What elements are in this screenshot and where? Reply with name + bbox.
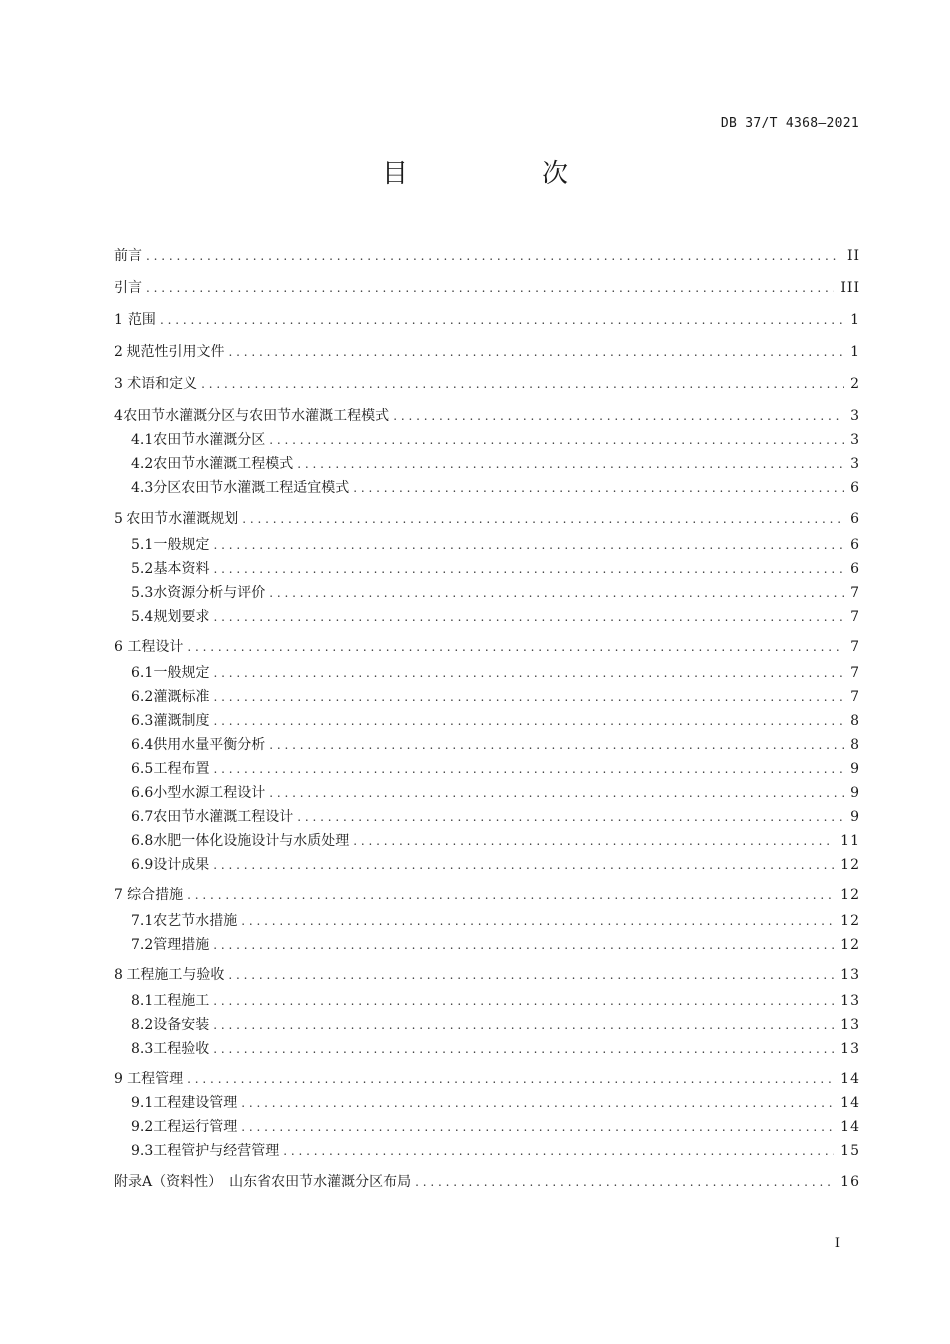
toc-entry-page: 14 <box>840 1071 860 1087</box>
toc-entry-number: 8 <box>114 967 123 983</box>
toc-dot-leader <box>201 374 844 394</box>
toc-entry-label: 灌溉标准 <box>153 689 210 705</box>
page-title: 目 次 <box>381 159 622 189</box>
toc-entry-label: 术语和定义 <box>127 376 198 392</box>
toc-entry-number: 8.3 <box>131 1041 154 1057</box>
toc-subentry[interactable] <box>131 535 860 555</box>
toc-entry-label: 一般规定 <box>153 537 210 553</box>
toc-entry-page: 3 <box>850 408 860 424</box>
toc-entry-label: 小型水源工程设计 <box>153 785 266 801</box>
toc-entry-label: 一般规定 <box>153 665 210 681</box>
toc-dot-leader <box>213 1039 834 1059</box>
toc-entry-label: 工程建设管理 <box>153 1095 238 1111</box>
toc-entry-label: 工程管理 <box>127 1071 184 1087</box>
toc-entry-number: 6.7 <box>131 809 154 825</box>
toc-dot-leader <box>213 759 844 779</box>
toc-entry-number: 4 <box>114 408 123 424</box>
page-number: I <box>834 1236 840 1251</box>
toc-entry-number: 6.4 <box>131 737 154 753</box>
toc-dot-leader <box>393 406 844 426</box>
toc-entry[interactable] <box>114 374 860 394</box>
toc-entry-page: 8 <box>850 713 860 729</box>
toc-entry-page: 16 <box>840 1174 860 1190</box>
toc-entry-number: 5.2 <box>131 561 154 577</box>
toc-dot-leader <box>213 559 844 579</box>
toc-entry-label: 水资源分析与评价 <box>153 585 266 601</box>
toc-dot-leader <box>213 687 844 707</box>
toc-dot-leader <box>241 1093 834 1113</box>
toc-entry-page: 6 <box>850 480 860 496</box>
toc-subentry[interactable] <box>131 1015 860 1035</box>
toc-subentry[interactable] <box>131 430 860 450</box>
toc-entry[interactable] <box>114 1069 860 1089</box>
toc-entry-label: 水肥一体化设施设计与水质处理 <box>153 833 350 849</box>
toc-entry-label: 工程布置 <box>153 761 210 777</box>
toc-entry-page: 14 <box>840 1095 860 1111</box>
toc-entry-number: 6.5 <box>131 761 154 777</box>
toc-dot-leader <box>269 783 844 803</box>
toc-subentry[interactable] <box>131 663 860 683</box>
toc-subentry[interactable] <box>131 687 860 707</box>
toc-subentry[interactable] <box>131 559 860 579</box>
toc-dot-leader <box>297 454 844 474</box>
toc-entry-number: 3 <box>114 376 123 392</box>
toc-subentry[interactable] <box>131 478 860 498</box>
toc-entry-page: 13 <box>840 1041 860 1057</box>
toc-subentry[interactable] <box>131 1039 860 1059</box>
toc-entry-page: 1 <box>850 344 860 360</box>
toc-entry[interactable] <box>114 278 860 298</box>
toc-entry-number: 7.2 <box>131 937 154 953</box>
toc-entry[interactable] <box>114 885 860 905</box>
toc-dot-leader <box>353 478 844 498</box>
toc-subentry[interactable] <box>131 831 860 851</box>
toc-entry-number: 4.1 <box>131 432 154 448</box>
toc-entry[interactable] <box>114 637 860 657</box>
toc-dot-leader <box>213 607 844 627</box>
toc-dot-leader <box>213 711 844 731</box>
toc-entry-page: 12 <box>840 857 860 873</box>
toc-entry-page: 13 <box>840 993 860 1009</box>
toc-dot-leader <box>213 991 834 1011</box>
toc-entry-number: 9.3 <box>131 1143 154 1159</box>
toc-entry-page: III <box>840 280 860 296</box>
toc-dot-leader <box>187 1069 834 1089</box>
toc-entry[interactable] <box>114 509 860 529</box>
toc-entry-label: 基本资料 <box>153 561 210 577</box>
toc-entry-number: 6.3 <box>131 713 154 729</box>
toc-subentry[interactable] <box>131 807 860 827</box>
toc-entry-page: 13 <box>840 1017 860 1033</box>
toc-subentry[interactable] <box>131 711 860 731</box>
toc-entry-label: 工程设计 <box>127 639 184 655</box>
toc-entry-page: 3 <box>850 456 860 472</box>
toc-dot-leader <box>187 637 844 657</box>
toc-entry-number: 6.1 <box>131 665 154 681</box>
toc-dot-leader <box>213 935 834 955</box>
toc-dot-leader <box>213 663 844 683</box>
toc-entry-label: 范围 <box>127 312 156 328</box>
toc-entry-page: 2 <box>850 376 860 392</box>
toc-entry-number: 6.9 <box>131 857 154 873</box>
toc-entry-label: 工程施工 <box>153 993 210 1009</box>
toc-entry-number: 2 <box>114 344 123 360</box>
toc-entry-number: 5 <box>114 511 123 527</box>
toc-entry-page: 7 <box>850 585 860 601</box>
toc-entry-label: 附录A（资料性） 山东省农田节水灌溉分区布局 <box>114 1174 412 1190</box>
toc-entry-number: 4.2 <box>131 456 154 472</box>
toc-dot-leader <box>241 911 834 931</box>
toc-dot-leader <box>297 807 844 827</box>
toc-entry-number: 9.2 <box>131 1119 154 1135</box>
toc-entry-number: 9 <box>114 1071 123 1087</box>
toc-entry-number: 6.2 <box>131 689 154 705</box>
toc-dot-leader <box>269 430 844 450</box>
toc-entry-page: 6 <box>850 561 860 577</box>
toc-entry-label: 设备安装 <box>153 1017 210 1033</box>
toc-entry[interactable] <box>114 342 860 362</box>
toc-subentry[interactable] <box>131 935 860 955</box>
toc-entry-page: 12 <box>840 887 860 903</box>
toc-entry-label: 农田节水灌溉规划 <box>126 511 239 527</box>
toc-dot-leader <box>353 831 834 851</box>
toc-entry-label: 综合措施 <box>127 887 184 903</box>
toc-entry-number: 9.1 <box>131 1095 154 1111</box>
toc-entry-page: 9 <box>850 785 860 801</box>
toc-entry-label: 分区农田节水灌溉工程适宜模式 <box>153 480 350 496</box>
toc-dot-leader <box>213 535 844 555</box>
toc-entry-number: 5.3 <box>131 585 154 601</box>
toc-subentry[interactable] <box>131 783 860 803</box>
toc-entry-page: 7 <box>850 639 860 655</box>
toc-subentry[interactable] <box>131 1141 860 1161</box>
toc-dot-leader <box>241 1117 834 1137</box>
toc-entry-label: 规范性引用文件 <box>126 344 225 360</box>
toc-entry[interactable] <box>114 310 860 330</box>
toc-dot-leader <box>187 885 834 905</box>
toc-entry-number: 6.8 <box>131 833 154 849</box>
toc-entry-label: 农田节水灌溉工程模式 <box>153 456 294 472</box>
toc-entry-page: II <box>846 248 860 264</box>
toc-entry-label: 工程验收 <box>153 1041 210 1057</box>
toc-dot-leader <box>160 310 844 330</box>
toc-entry-page: 14 <box>840 1119 860 1135</box>
standard-code: DB 37/T 4368—2021 <box>720 116 859 131</box>
toc-subentry[interactable] <box>131 454 860 474</box>
toc-subentry[interactable] <box>131 735 860 755</box>
toc-entry-label: 前言 <box>114 248 142 264</box>
toc-entry-label: 规划要求 <box>153 609 210 625</box>
toc-entry-page: 7 <box>850 689 860 705</box>
toc-entry-page: 11 <box>840 833 860 849</box>
toc-dot-leader <box>229 342 845 362</box>
toc-entry-label: 工程施工与验收 <box>126 967 225 983</box>
toc-entry-label: 管理措施 <box>153 937 210 953</box>
toc-entry-label: 农田节水灌溉工程设计 <box>153 809 294 825</box>
toc-entry-number: 7.1 <box>131 913 154 929</box>
toc-dot-leader <box>415 1172 834 1192</box>
toc-entry-label: 农艺节水措施 <box>153 913 238 929</box>
toc-dot-leader <box>283 1141 834 1161</box>
toc-entry-page: 8 <box>850 737 860 753</box>
toc-entry-number: 8.2 <box>131 1017 154 1033</box>
toc-entry-label: 灌溉制度 <box>153 713 210 729</box>
toc-entry-label: 引言 <box>114 280 142 296</box>
toc-entry-page: 7 <box>850 665 860 681</box>
toc-entry-page: 7 <box>850 609 860 625</box>
toc-entry-label: 农田节水灌溉分区 <box>153 432 266 448</box>
toc-entry-page: 3 <box>850 432 860 448</box>
toc-dot-leader <box>269 583 844 603</box>
toc-entry-number: 6.6 <box>131 785 154 801</box>
toc-entry-number: 6 <box>114 639 123 655</box>
toc-subentry[interactable] <box>131 759 860 779</box>
toc-entry[interactable] <box>114 406 860 426</box>
toc-entry-label: 供用水量平衡分析 <box>153 737 266 753</box>
toc-entry-page: 13 <box>840 967 860 983</box>
toc-entry-number: 8.1 <box>131 993 154 1009</box>
toc-dot-leader <box>213 855 834 875</box>
toc-dot-leader <box>146 278 834 298</box>
toc-entry-page: 12 <box>840 937 860 953</box>
toc-dot-leader <box>228 965 834 985</box>
toc-entry[interactable] <box>114 246 860 266</box>
toc-entry-page: 12 <box>840 913 860 929</box>
toc-entry-page: 9 <box>850 761 860 777</box>
toc-subentry[interactable] <box>131 1117 860 1137</box>
toc-entry-number: 5.4 <box>131 609 154 625</box>
toc-entry-number: 7 <box>114 887 123 903</box>
toc-dot-leader <box>146 246 841 266</box>
toc-dot-leader <box>242 509 844 529</box>
toc-entry-label: 农田节水灌溉分区与农田节水灌溉工程模式 <box>123 408 390 424</box>
toc-entry[interactable] <box>114 965 860 985</box>
toc-subentry[interactable] <box>131 607 860 627</box>
toc-entry-number: 5.1 <box>131 537 154 553</box>
toc-entry-label: 工程运行管理 <box>153 1119 238 1135</box>
toc-entry-page: 6 <box>850 537 860 553</box>
toc-subentry[interactable] <box>131 911 860 931</box>
toc-entry[interactable] <box>114 1172 860 1192</box>
toc-entry-page: 1 <box>850 312 860 328</box>
toc-entry-number: 1 <box>114 312 123 328</box>
toc-entry-page: 15 <box>840 1143 860 1159</box>
toc-subentry[interactable] <box>131 583 860 603</box>
toc-dot-leader <box>269 735 844 755</box>
toc-entry-page: 6 <box>850 511 860 527</box>
toc-subentry[interactable] <box>131 855 860 875</box>
toc-entry-page: 9 <box>850 809 860 825</box>
toc-dot-leader <box>213 1015 834 1035</box>
toc-entry-number: 4.3 <box>131 480 154 496</box>
toc-subentry[interactable] <box>131 991 860 1011</box>
toc-entry-label: 工程管护与经营管理 <box>153 1143 280 1159</box>
toc-entry-label: 设计成果 <box>153 857 210 873</box>
toc-subentry[interactable] <box>131 1093 860 1113</box>
